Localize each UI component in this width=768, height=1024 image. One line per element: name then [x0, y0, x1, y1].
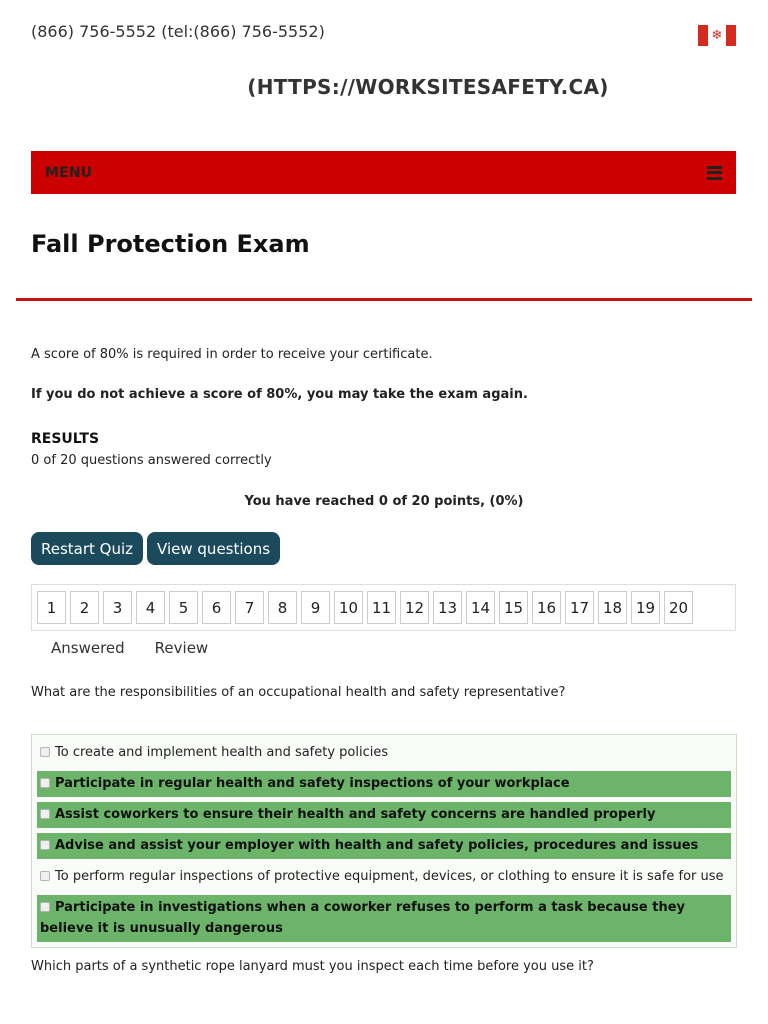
answer-option[interactable]	[37, 740, 731, 766]
answer-text: Assist coworkers to ensure their health and safety concerns are handled properly	[55, 807, 656, 822]
question-nav-button[interactable]: 20	[664, 591, 693, 624]
question-navigator	[31, 584, 736, 631]
site-logo-link[interactable]: (HTTPS://WORKSITESAFETY.CA)	[247, 75, 609, 99]
phone-number-link[interactable]: (866) 756-5552 (tel:(866) 756-5552)	[31, 22, 325, 41]
checkbox-icon[interactable]	[40, 871, 50, 881]
canada-flag-icon	[698, 25, 736, 46]
answer-list	[31, 734, 737, 948]
question-nav-button[interactable]: 19	[631, 591, 660, 624]
question-nav-button[interactable]: 5	[169, 591, 198, 624]
flag-left-bar	[698, 25, 708, 46]
checkbox-icon[interactable]	[40, 840, 50, 850]
checkbox-icon[interactable]	[40, 809, 50, 819]
answer-option[interactable]	[37, 771, 731, 797]
title-divider	[16, 298, 752, 301]
question-nav-button[interactable]: 14	[466, 591, 495, 624]
legend-answered: Answered	[51, 639, 125, 657]
menu-label: MENU	[45, 164, 93, 181]
page-title: Fall Protection Exam	[31, 230, 310, 258]
question-nav-button[interactable]: 10	[334, 591, 363, 624]
question-nav-button[interactable]: 13	[433, 591, 462, 624]
question-2-text: Which parts of a synthetic rope lanyard must you inspect each time before you use it?	[31, 959, 594, 974]
question-nav-button[interactable]: 15	[499, 591, 528, 624]
quiz-actions	[31, 532, 280, 565]
answer-text: Advise and assist your employer with health and safety policies, procedures and issues	[55, 838, 699, 853]
question-nav-button[interactable]: 17	[565, 591, 594, 624]
question-nav-button[interactable]: 2	[70, 591, 99, 624]
answer-option[interactable]	[37, 864, 731, 890]
answer-option[interactable]	[37, 802, 731, 828]
checkbox-icon[interactable]	[40, 902, 50, 912]
answer-text: Participate in investigations when a coworker refuses to perform a task because they believe it is unusually dangerous	[40, 900, 685, 936]
legend-review: Review	[154, 639, 209, 657]
question-nav-button[interactable]: 18	[598, 591, 627, 624]
question-nav-button[interactable]: 6	[202, 591, 231, 624]
answer-option[interactable]	[37, 895, 731, 942]
question-nav-button[interactable]: 8	[268, 591, 297, 624]
restart-quiz-button[interactable]: Restart Quiz	[31, 532, 143, 565]
question-nav-button[interactable]: 11	[367, 591, 396, 624]
answer-text: To perform regular inspections of protective equipment, devices, or clothing to ensure it is safe for use	[55, 869, 724, 884]
question-nav-button[interactable]: 4	[136, 591, 165, 624]
checkbox-icon[interactable]	[40, 747, 50, 757]
checkbox-icon[interactable]	[40, 778, 50, 788]
question-legend	[51, 639, 208, 657]
menu-bar[interactable]	[31, 151, 736, 194]
view-questions-button[interactable]: View questions	[147, 532, 280, 565]
question-nav-button[interactable]: 1	[37, 591, 66, 624]
retake-note: If you do not achieve a score of 80%, you may take the exam again.	[31, 387, 528, 402]
maple-leaf-icon: ❄	[708, 25, 726, 46]
question-nav-button[interactable]: 16	[532, 591, 561, 624]
points-summary: You have reached 0 of 20 points, (0%)	[244, 494, 524, 509]
results-heading: RESULTS	[31, 431, 100, 447]
hamburger-icon[interactable]	[707, 166, 722, 180]
question-nav-button[interactable]: 9	[301, 591, 330, 624]
answer-text: Participate in regular health and safety inspections of your workplace	[55, 776, 570, 791]
question-1-text: What are the responsibilities of an occupational health and safety representative?	[31, 685, 566, 700]
score-requirement-text: A score of 80% is required in order to receive your certificate.	[31, 347, 433, 362]
phone-link[interactable]	[31, 22, 325, 41]
results-summary: 0 of 20 questions answered correctly	[31, 453, 272, 468]
question-nav-button[interactable]: 7	[235, 591, 264, 624]
question-nav-button[interactable]: 12	[400, 591, 429, 624]
answer-option[interactable]	[37, 833, 731, 859]
flag-right-bar	[726, 25, 736, 46]
answer-text: To create and implement health and safety policies	[55, 745, 389, 760]
question-nav-button[interactable]: 3	[103, 591, 132, 624]
